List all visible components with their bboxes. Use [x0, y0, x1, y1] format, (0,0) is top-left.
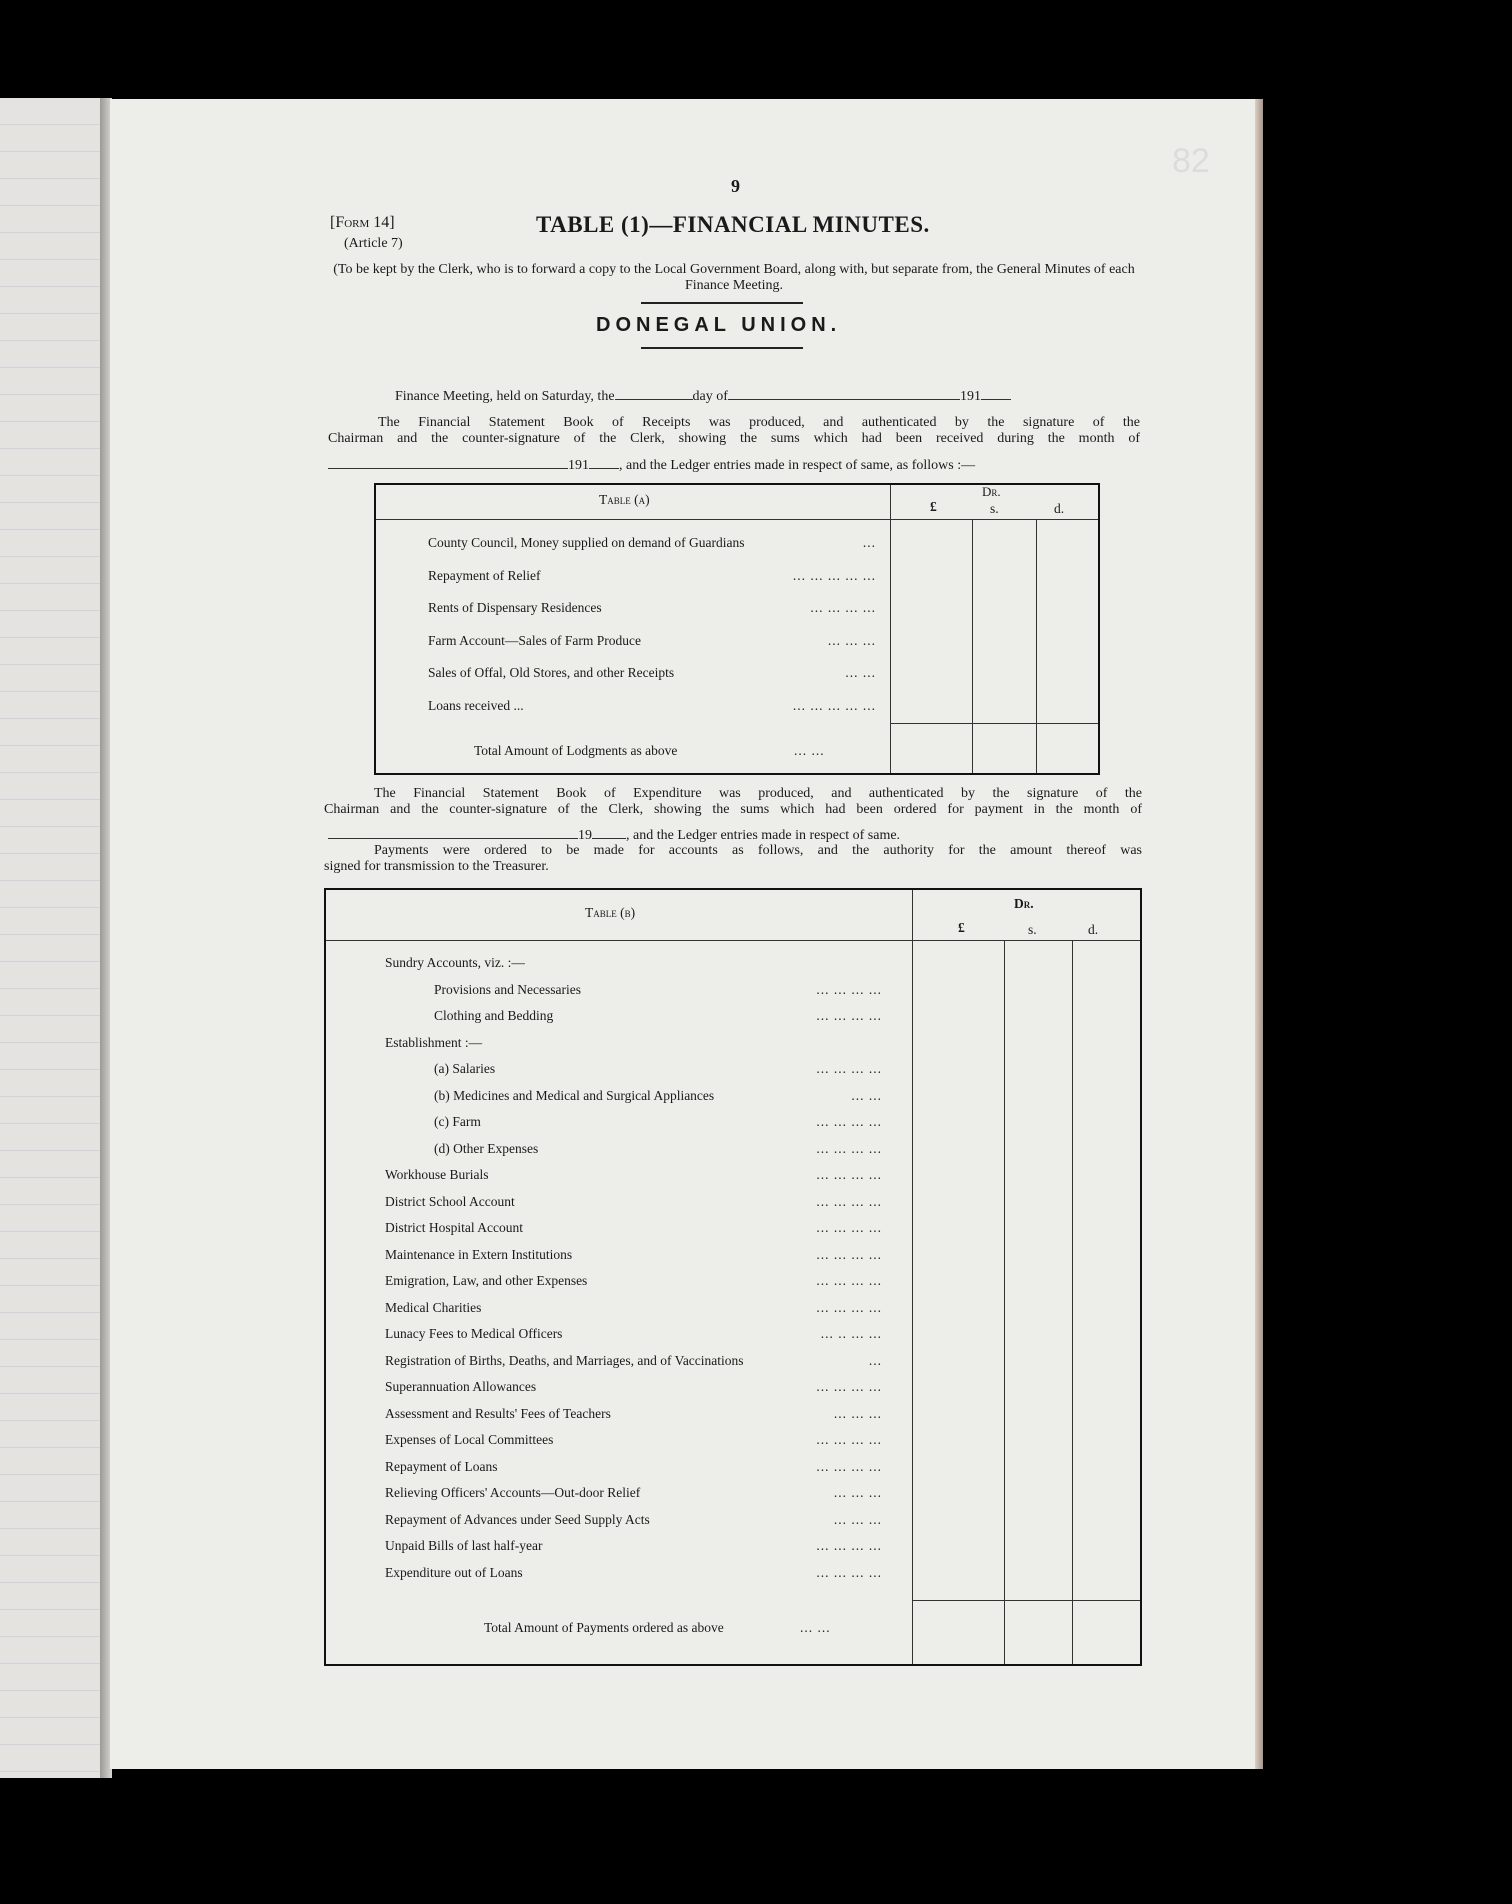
- table-b-row-label: Sundry Accounts, viz. :—: [385, 955, 525, 970]
- table-a-pounds: £: [930, 499, 937, 514]
- table-b-row-label: Establishment :—: [385, 1034, 483, 1050]
- table-a-row-dots: ...: [862, 535, 876, 550]
- table-b-row-label: Clothing and Bedding: [434, 1008, 554, 1023]
- table-b-col-s: [1004, 940, 1005, 1664]
- table-b-caption: Table (b): [585, 905, 636, 920]
- table-b-row-dots: ...: [868, 1352, 882, 1368]
- table-b-row-label: (d) Other Expenses: [434, 1140, 539, 1156]
- table-b-row-dots: ... ... ...: [833, 1511, 882, 1527]
- receipts-line-3-end: , and the Ledger entries made in respect of same, as follows :—: [619, 458, 976, 473]
- receipts-month-field[interactable]: [328, 456, 568, 469]
- table-b-row-dots: ... ... ... ...: [816, 1273, 882, 1288]
- table-a-row-dots: ... ... ...: [827, 632, 876, 648]
- table-a-header-rule: [376, 519, 1098, 520]
- table-b-total-dots: ... ...: [800, 1620, 831, 1635]
- table-a-shillings: s.: [990, 501, 999, 516]
- receipts-year-field[interactable]: [589, 456, 619, 469]
- receipts-year: 191: [568, 458, 589, 473]
- table-a-row-label: Repayment of Relief: [428, 567, 541, 583]
- table-a-row-dots: ... ...: [845, 665, 876, 680]
- table-b-row-dots: ... ... ... ...: [816, 1193, 882, 1209]
- table-b-row-dots: ... ... ... ...: [816, 1246, 882, 1262]
- table-b-row-label: (b) Medicines and Medical and Surgical Appliances: [434, 1087, 715, 1103]
- instruction-note: (To be kept by the Clerk, who is to forward a copy to the Local Government Board, along with, but separate from, the General Minutes of each Finance Meeting.: [333, 262, 1135, 293]
- expenditure-line-5: signed for transmission to the Treasurer.: [324, 859, 549, 874]
- table-b-row-label: Maintenance in Extern Institutions: [385, 1246, 573, 1262]
- expenditure-line-3: [328, 826, 900, 844]
- table-b-row-label: Relieving Officers' Accounts—Out-door Relief: [385, 1485, 641, 1500]
- table-b-row-dots: ... ... ... ...: [816, 1299, 882, 1315]
- table-b-row-label: Assessment and Results' Fees of Teachers: [385, 1405, 611, 1421]
- table-b-row-dots: ... ... ... ...: [816, 1140, 882, 1156]
- table-b-row-dots: ... ...: [851, 1087, 882, 1103]
- table-b-row-label: District School Account: [385, 1193, 515, 1209]
- expenditure-line-4: Payments were ordered to be made for accounts as follows, and the authority for the amount thereof was: [374, 843, 1142, 858]
- table-b-dr: Dr.: [1014, 896, 1034, 911]
- table-a-row-label: Rents of Dispensary Residences: [428, 600, 602, 615]
- expenditure-line-1: The Financial Statement Book of Expenditure was produced, and authenticated by the signature of the: [374, 786, 1142, 801]
- table-b-row-label: Registration of Births, Deaths, and Marriages, and of Vaccinations: [385, 1352, 744, 1368]
- receipts-line-2: Chairman and the counter-signature of the Clerk, showing the sums which had been received during the month of: [328, 431, 1140, 446]
- table-b-row-label: Unpaid Bills of last half-year: [385, 1538, 543, 1553]
- table-b-total-rule: [912, 1600, 1140, 1601]
- day-field[interactable]: [615, 387, 693, 400]
- table-b-row-label: Expenditure out of Loans: [385, 1564, 523, 1580]
- table-a-col-s: [972, 519, 973, 773]
- title-rule-top: [641, 302, 803, 304]
- table-a-col-d: [1036, 519, 1037, 773]
- table-b-row-dots: ... ... ... ...: [816, 1061, 882, 1076]
- table-a-pence: d.: [1054, 501, 1065, 516]
- table-b-row-label: Emigration, Law, and other Expenses: [385, 1273, 588, 1288]
- table-b-row-label: Repayment of Loans: [385, 1458, 498, 1474]
- table-b-shillings: s.: [1028, 922, 1037, 937]
- table-a-row-label: Farm Account—Sales of Farm Produce: [428, 632, 641, 648]
- table-b-row-dots: ... ... ...: [833, 1405, 882, 1421]
- table-a-total-dots: ... ...: [794, 743, 825, 758]
- meeting-line: [395, 387, 1011, 405]
- table-b-col-divider: [912, 890, 913, 1664]
- table-b-row-label: Workhouse Burials: [385, 1167, 489, 1182]
- table-a-row-dots: ... ... ... ... ...: [792, 697, 876, 713]
- table-b-row-dots: ... ... ... ...: [816, 1432, 882, 1447]
- meeting-year: 191: [959, 389, 981, 404]
- table-a: [374, 483, 1100, 775]
- table-a-row-label: Loans received ...: [428, 697, 524, 713]
- table-b-row-dots: ... ... ... ...: [816, 1538, 882, 1553]
- table-b-row-label: Superannuation Allowances: [385, 1379, 537, 1394]
- form-reference: [Form 14]: [330, 214, 395, 231]
- table-a-total-label: Total Amount of Lodgments as above: [474, 743, 678, 758]
- table-b-row-dots: ... ... ...: [833, 1485, 882, 1500]
- facing-page: [0, 98, 102, 1778]
- article-reference: (Article 7): [344, 236, 403, 251]
- table-b-row-dots: ... ... ... ...: [816, 1167, 882, 1182]
- union-heading: DONEGAL UNION.: [596, 314, 842, 336]
- table-a-total-rule: [890, 723, 1098, 724]
- table-b-pounds: £: [958, 920, 965, 935]
- table-b-col-d: [1072, 940, 1073, 1664]
- table-a-row-label: Sales of Offal, Old Stores, and other Receipts: [428, 665, 675, 680]
- table-b-total-label: Total Amount of Payments ordered as above: [484, 1620, 724, 1635]
- expenditure-year: 19: [578, 828, 592, 843]
- table-b-row-dots: ... .. ... ...: [820, 1326, 882, 1341]
- table-b-row-dots: ... ... ... ...: [816, 1220, 882, 1235]
- table-a-caption: Table (a): [599, 492, 650, 507]
- expenditure-line-2: Chairman and the counter-signature of the Clerk, showing the sums which had been ordered for payment in the month of: [324, 802, 1142, 817]
- table-b-row-label: (c) Farm: [434, 1114, 481, 1129]
- table-b-row-dots: ... ... ... ...: [816, 1564, 882, 1580]
- table-b-row-dots: ... ... ... ...: [816, 981, 882, 997]
- page-number: 9: [731, 176, 740, 196]
- table-b-row-dots: ... ... ... ...: [816, 1008, 882, 1023]
- table-a-col-divider: [890, 485, 891, 773]
- table-b-row-label: (a) Salaries: [434, 1061, 496, 1076]
- meeting-day-of: day of: [692, 389, 728, 404]
- table-b-row-label: Expenses of Local Committees: [385, 1432, 554, 1447]
- table-b-row-label: Medical Charities: [385, 1299, 482, 1315]
- table-a-row-label: County Council, Money supplied on demand of Guardians: [428, 535, 745, 550]
- table-a-row-dots: ... ... ... ... ...: [792, 567, 876, 583]
- receipts-line-1: The Financial Statement Book of Receipts was produced, and authenticated by the signature of the: [378, 415, 1140, 430]
- receipts-line-3: [328, 456, 975, 474]
- month-field[interactable]: [728, 387, 960, 400]
- expenditure-month-field[interactable]: [328, 826, 578, 839]
- table-b-row-label: Lunacy Fees to Medical Officers: [385, 1326, 563, 1341]
- table-a-row-dots: ... ... ... ...: [810, 600, 876, 615]
- table-b-header-rule: [326, 940, 1140, 941]
- title-rule-bottom: [641, 347, 803, 349]
- table-b-pence: d.: [1088, 922, 1099, 937]
- page-title: TABLE (1)—FINANCIAL MINUTES.: [536, 212, 930, 237]
- year-field[interactable]: [981, 387, 1011, 400]
- table-b-row-dots: ... ... ... ...: [816, 1379, 882, 1394]
- page-stamp: 82: [1172, 142, 1210, 180]
- table-b-row-label: Repayment of Advances under Seed Supply Acts: [385, 1511, 650, 1527]
- expenditure-year-field[interactable]: [592, 826, 626, 839]
- table-b-row-dots: ... ... ... ...: [816, 1458, 882, 1474]
- table-b-row-dots: ... ... ... ...: [816, 1114, 882, 1129]
- table-a-dr: Dr.: [982, 484, 1001, 499]
- page-edge: [1255, 99, 1263, 1769]
- table-b-row-label: District Hospital Account: [385, 1220, 523, 1235]
- meeting-prefix: Finance Meeting, held on Saturday, the: [395, 389, 615, 404]
- table-b-row-label: Provisions and Necessaries: [434, 981, 581, 997]
- expenditure-line-3-end: , and the Ledger entries made in respect of same.: [626, 828, 901, 843]
